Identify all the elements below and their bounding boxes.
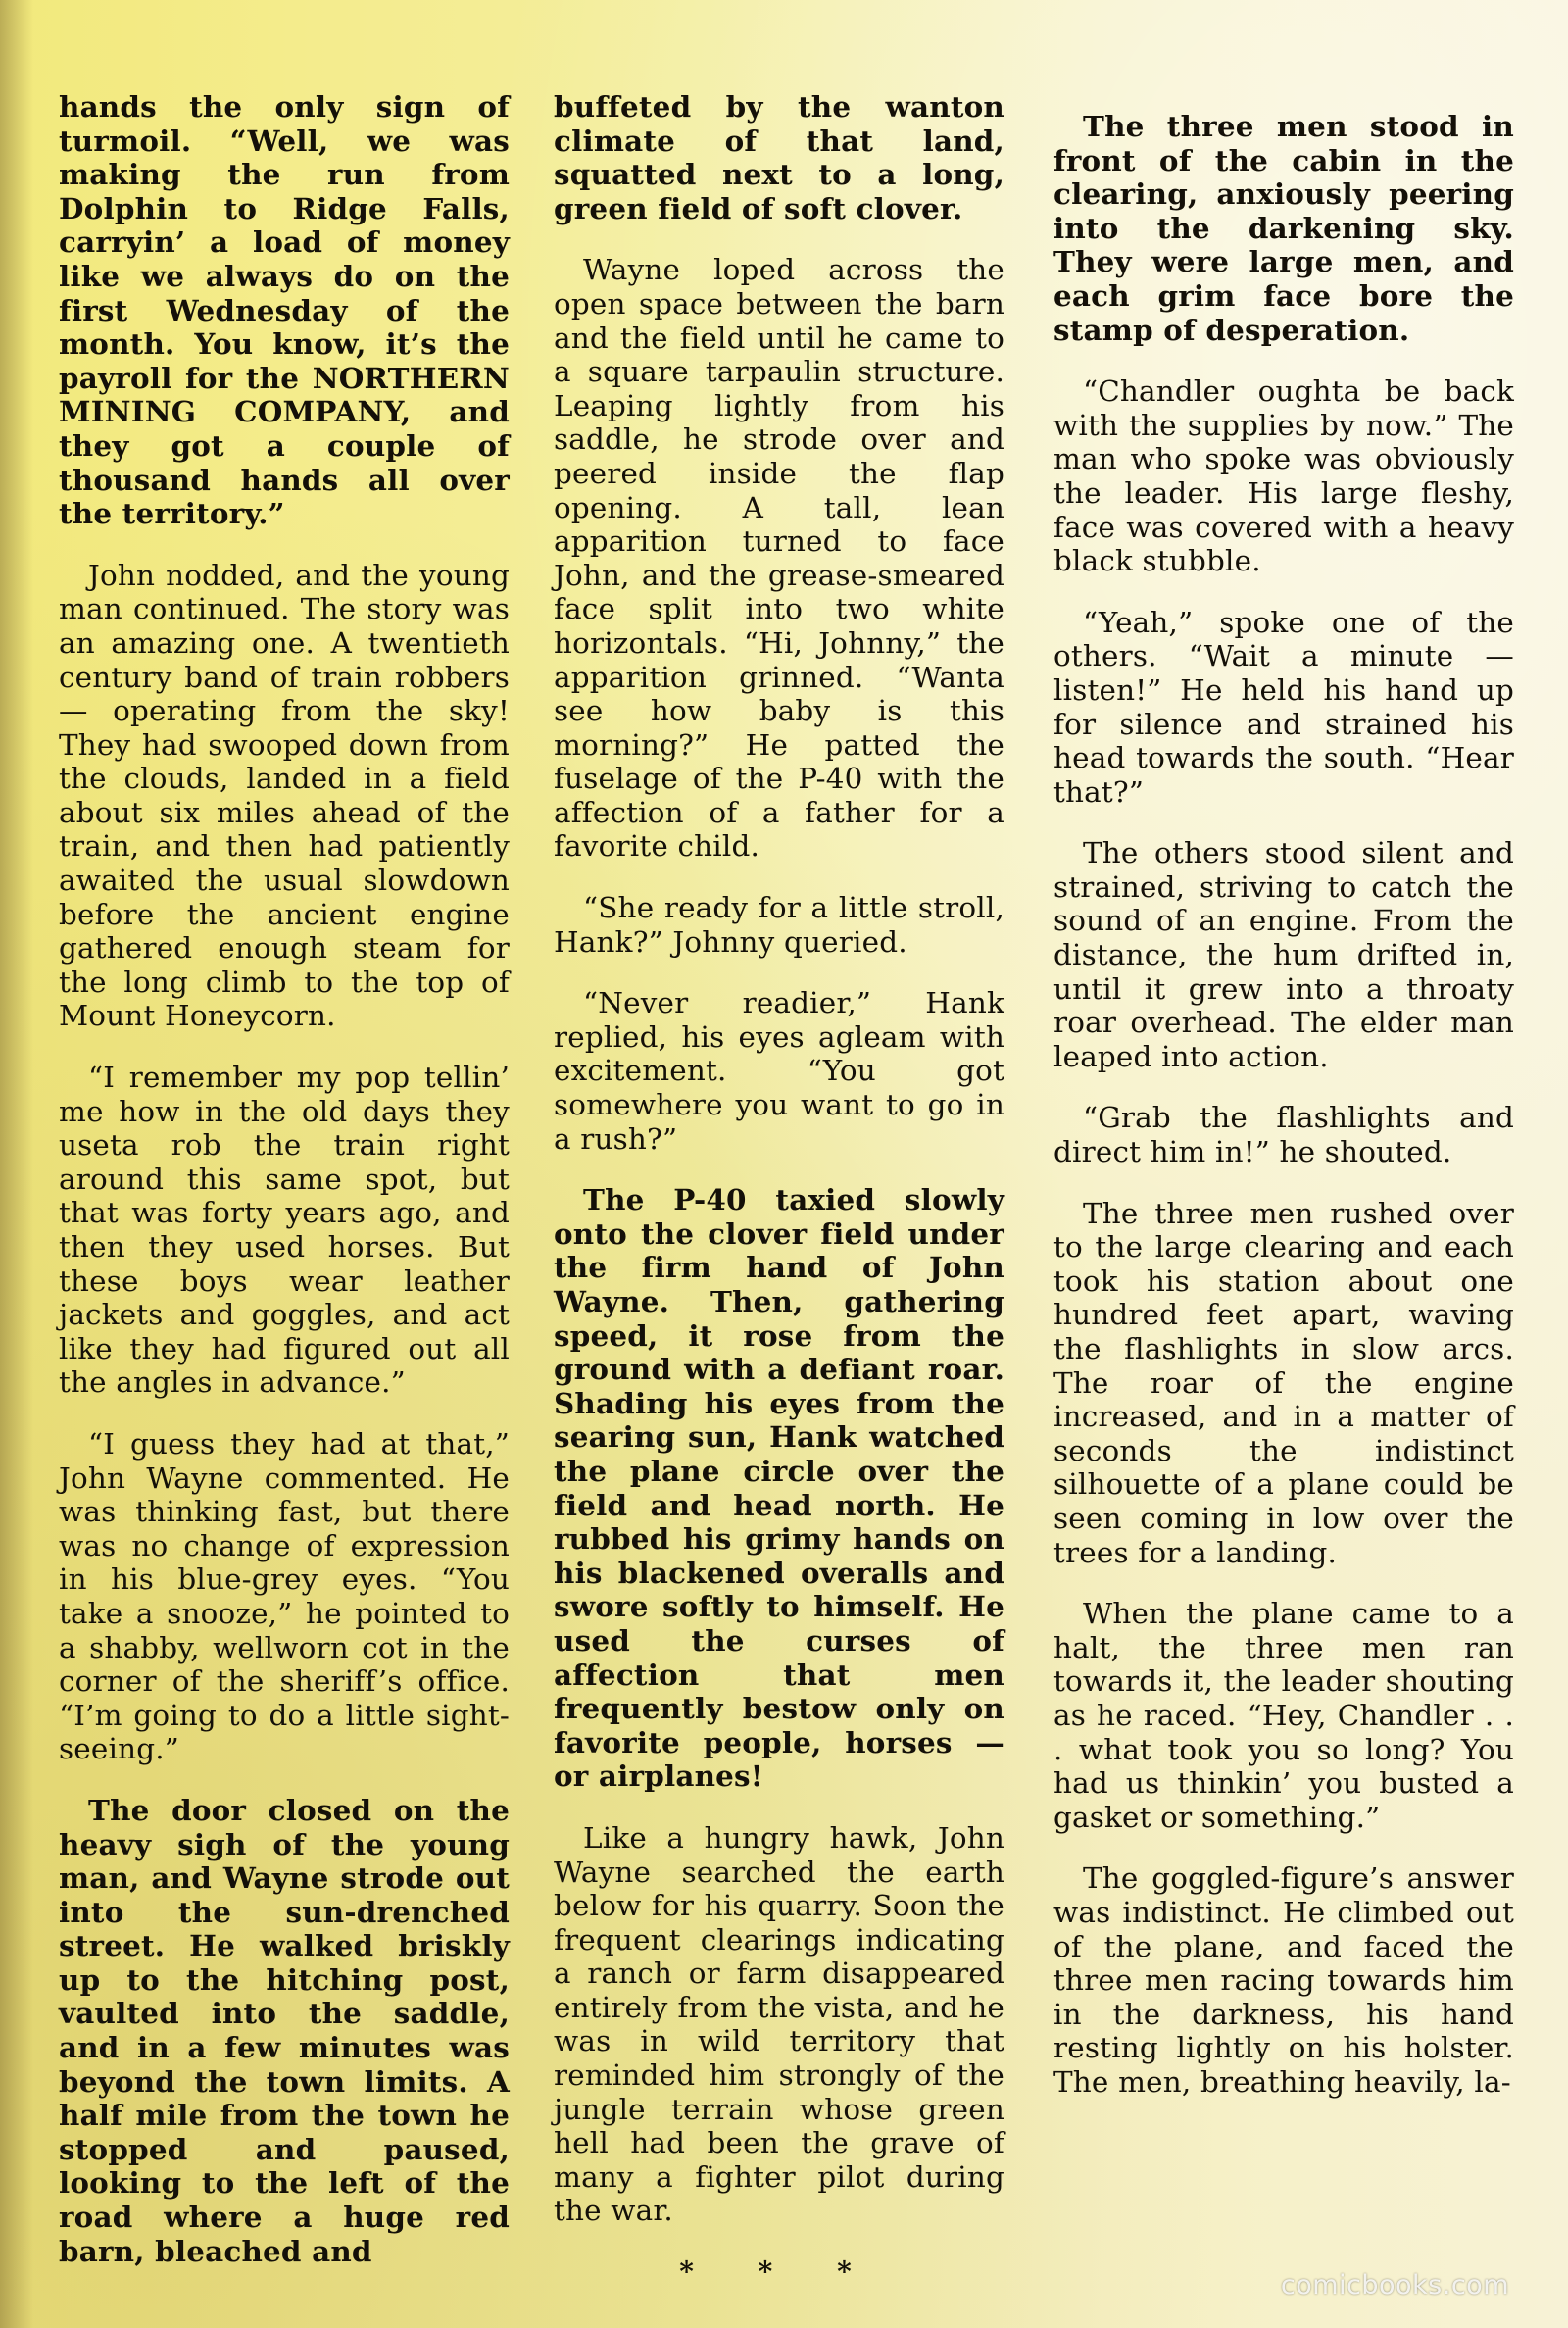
section-break-dinkus: * * * xyxy=(679,2255,879,2289)
paragraph: The goggled-figure’s answer was indistinct. He climbed out of the plane, and faced the three men racing towards him in the darkness, his hand resting lightly on his holster. The men, breathing heavily, la- xyxy=(1054,1861,1514,2099)
paragraph: The door closed on the heavy sigh of the young man, and Wayne strode out into the sun-drenched street. He walked briskly up to the hitching post, vaulted into the saddle, and in a few minutes was beyond the town limits. A half mile from the town he stopped and paused, looking to the left of the road where a huge red barn, bleached and xyxy=(59,1792,510,2268)
paragraph: “Never readier,” Hank replied, his eyes agleam with excitement. “You got somewhere you want to go in a rush?” xyxy=(554,986,1004,1156)
paragraph: The P-40 taxied slowly onto the clover field under the firm hand of John Wayne. Then, gathering speed, it rose from the ground with a defiant roar. Shading his eyes from the searing sun, Hank watched the plane circle over the field and head north. He rubbed his grimy hands on his blackened overalls and swore softly to himself. He used the curses of affection that men frequently bestow only on favorite people, horses — or airplanes! xyxy=(554,1182,1004,1794)
text-column-2 xyxy=(554,90,1004,2290)
text-column-3 xyxy=(1054,110,1514,2126)
paragraph: “Chandler oughta be back with the supplies by now.” The man who spoke was obviously the leader. His large fleshy, face was covered with a heavy black stubble. xyxy=(1054,374,1514,578)
page-fold-shadow xyxy=(0,0,33,2328)
paragraph: Wayne loped across the open space between the barn and the field until he came to a square tarpaulin structure. Leaping lightly from his saddle, he strode over and peered inside the flap opening. A tall, lean apparition turned to face John, and the grease-smeared face split into two white horizontals. “Hi, Johnny,” the apparition grinned. “Wanta see how baby is this morning?” He patted the fuselage of the P-40 with the affection of a father for a favorite child. xyxy=(554,253,1004,864)
paragraph: “I remember my pop tellin’ me how in the old days they useta rob the train right around this same spot, but that was forty years ago, and then they used horses. But these boys wear leather jackets and goggles, and act like they had figured out all the angles in advance.” xyxy=(59,1061,510,1400)
paragraph: Like a hungry hawk, John Wayne searched the earth below for his quarry. Soon the frequent clearings indicating a ranch or farm disappeared entirely from the vista, and he was in wild territory that reminded him strongly of the jungle terrain whose green hell had been the grave of many a fighter pilot during the war. xyxy=(554,1820,1004,2228)
paragraph: The three men stood in front of the cabin in the clearing, anxiously peering into the darkening sky. They were large men, and each grim face bore the stamp of desperation. xyxy=(1054,109,1514,347)
paragraph: John nodded, and the young man continued. The story was an amazing one. A twentieth century band of train robbers — operating from the sky! They had swooped down from the clouds, landed in a field about six miles ahead of the train, and then had patiently awaited the usual slowdown before the ancient engine gathered enough steam for the long climb to the top of Mount Honeycorn. xyxy=(59,558,510,1033)
paragraph: “Grab the flashlights and direct him in!” he shouted. xyxy=(1054,1101,1514,1169)
paragraph: “She ready for a little stroll, Hank?” Johnny queried. xyxy=(554,891,1004,959)
paragraph: hands the only sign of turmoil. “Well, we was making the run from Dolphin to Ridge Falls, carryin’ a load of money like we always do on the first Wednesday of the month. You know, it’s the payroll for the NORTHERN MINING COMPANY, and they got a couple of thousand hands all over the territory.” xyxy=(59,89,510,531)
paragraph: “Yeah,” spoke one of the others. “Wait a minute — listen!” He held his hand up for silence and strained his head towards the south. “Hear that?” xyxy=(1054,605,1514,809)
paragraph: buffeted by the wanton climate of that land, squatted next to a long, green field of soft clover. xyxy=(554,89,1004,225)
paragraph: The three men rushed over to the large clearing and each took his station about one hundred feet apart, waving the flashlights in slow arcs. The roar of the engine increased, and in a matter of seconds the indistinct silhouette of a plane could be seen coming in low over the trees for a landing. xyxy=(1054,1196,1514,1569)
paragraph: The others stood silent and strained, striving to catch the sound of an engine. From the distance, the hum drifted in, until it grew into a throaty roar overhead. The elder man leaped into action. xyxy=(1054,836,1514,1073)
site-watermark: comicbooks.com xyxy=(1280,2270,1509,2301)
paragraph: When the plane came to a halt, the three men ran towards it, the leader shouting as he raced. “Hey, Chandler . . . what took you so long? You had us thinkin’ you busted a gasket or something.” xyxy=(1054,1597,1514,1834)
paragraph: “I guess they had at that,” John Wayne commented. He was thinking fast, but there was no change of expression in his blue-grey eyes. “You take a snooze,” he pointed to a shabby, wellworn cot in the corner of the sheriff’s office. “I’m going to do a little sight-seeing.” xyxy=(59,1426,510,1766)
text-column-1 xyxy=(59,90,510,2296)
